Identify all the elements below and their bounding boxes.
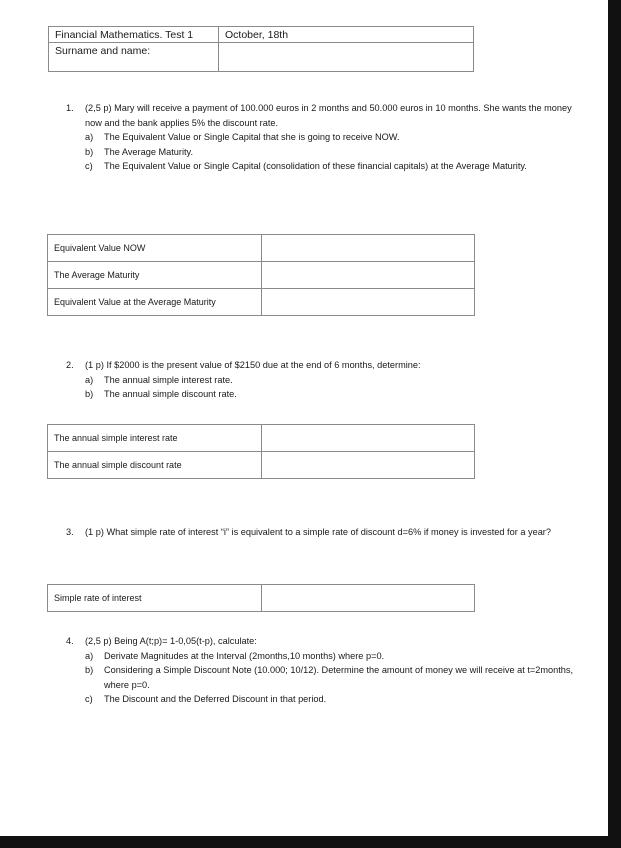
question-item: b) The annual simple discount rate. [85,389,237,399]
name-field[interactable] [219,43,474,72]
answer-label: The annual simple interest rate [48,425,262,452]
answer-label: Equivalent Value NOW [48,235,262,262]
question-2 [66,358,581,402]
question-number: 2. [66,360,74,370]
name-label: Surname and name: [49,43,219,72]
answer-label: The annual simple discount rate [48,452,262,479]
test-date: October, 18th [219,27,474,43]
question-item: a) The annual simple interest rate. [85,374,233,385]
question-number: 1. [66,103,74,113]
question-text: (2,5 p) Mary will receive a payment of 100.000 euros in 2 months and 50.000 euros in 10 months. She wants the money now and the bank applies 5% the discount rate. [85,103,572,128]
answer-label: Simple rate of interest [48,585,262,612]
answer-table-1 [47,234,475,316]
question-number: 4. [66,636,74,646]
header-table [48,26,474,72]
question-item: b) Considering a Simple Discount Note (10.000; 10/12). Determine the amount of money we will receive at t=2months, where p=0. [85,665,574,690]
answer-cell[interactable] [262,425,475,452]
question-text: (2,5 p) Being A(t;p)= 1-0,05(t-p), calculate: [85,636,257,646]
question-text: (1 p) What simple rate of interest “i” is equivalent to a simple rate of discount d=6% if money is invested for a year? [85,527,551,537]
answer-cell[interactable] [262,585,475,612]
test-title: Financial Mathematics. Test 1 [49,27,219,43]
question-item: a) Derivate Magnitudes at the Interval (2months,10 months) where p=0. [85,650,385,661]
question-3 [66,525,581,540]
question-4 [66,634,581,707]
bottom-edge-bar [0,836,621,848]
right-edge-bar [608,0,621,848]
answer-cell[interactable] [262,235,475,262]
answer-cell[interactable] [262,262,475,289]
question-1 [66,101,581,174]
answer-table-3 [47,584,475,612]
answer-cell[interactable] [262,289,475,316]
answer-cell[interactable] [262,452,475,479]
question-item: c) The Discount and the Deferred Discount in that period. [85,694,327,704]
question-item: b) The Average Maturity. [85,146,194,157]
question-item: c) The Equivalent Value or Single Capital (consolidation of these financial capitals) at the Average Maturity. [85,161,527,171]
question-item: a) The Equivalent Value or Single Capital that she is going to receive NOW. [85,132,400,142]
answer-label: The Average Maturity [48,262,262,289]
question-text: (1 p) If $2000 is the present value of $2150 due at the end of 6 months, determine: [85,360,421,370]
answer-table-2 [47,424,475,479]
question-number: 3. [66,527,74,537]
answer-label: Equivalent Value at the Average Maturity [48,289,262,316]
